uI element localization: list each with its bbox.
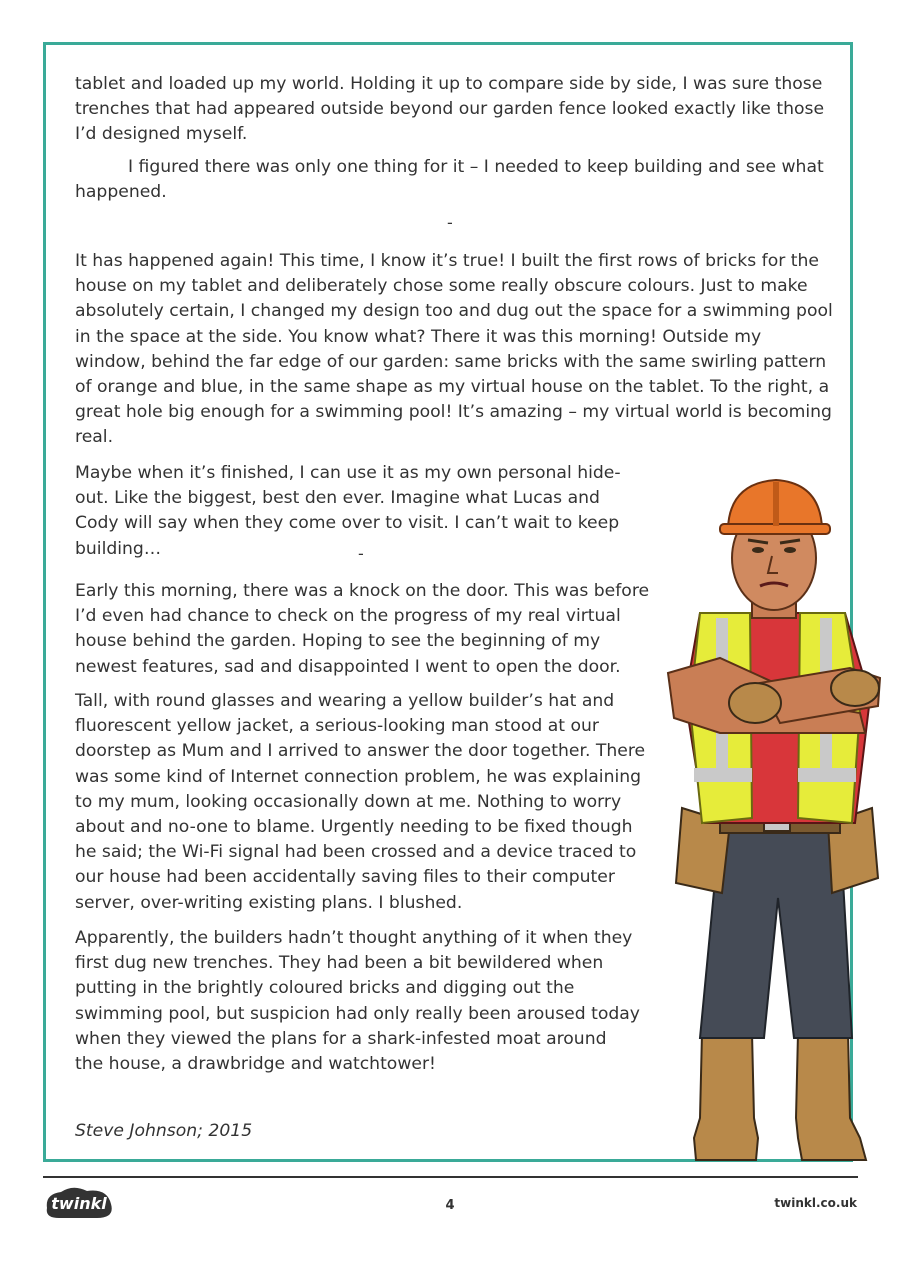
paragraph-6: Tall, with round glasses and wearing a yellow builder’s hat and fluorescent yellow jacket, a serious-looking man stood at our doorstep as Mum and I arrived to answer the door together. There was some kind of Internet connection problem, he was explaining to my mum, looking occasionally down at me. Nothing to worry about and no-one to blame. Urgently needing to be fixed though he said; the Wi-Fi signal had been crossed and a device traced to our house had been accidentally saving files to their computer server, over-writing existing plans. I blushed. <box>75 691 646 913</box>
author-credit: Steve Johnson; 2015 <box>75 1121 253 1141</box>
paragraph-5: Early this morning, there was a knock on the door. This was before I’d even had chance to check on the progress of my real virtual house behind the garden. Hoping to see the beginning of my newest features, sad and disappointed I went to open the door. <box>75 581 650 677</box>
paragraph-2: I figured there was only one thing for it – I needed to keep building and see what happened. <box>75 157 824 203</box>
section-separator-2: - <box>358 544 364 563</box>
page-number: 4 <box>445 1198 455 1213</box>
paragraph-1: tablet and loaded up my world. Holding it up to compare side by side, I was sure those trenches that had appeared outside beyond our garden fence looked exactly like those I’d designed myself. <box>75 74 825 145</box>
paragraph-7: Apparently, the builders hadn’t thought anything of it when they first dug new trenches. They had been a bit bewildered when putting in the brightly coloured bricks and digging out the swimming pool, but suspicion had only really been aroused today when they viewed the plans for a shark-infested moat around the house, a drawbridge and watchtower! <box>75 928 640 1075</box>
footer-divider <box>43 1176 858 1178</box>
logo-text: twinkl <box>51 1194 107 1213</box>
builder-illustration <box>660 478 885 1168</box>
paragraph-4: Maybe when it’s finished, I can use it as my own personal hide-out. Like the biggest, best den ever. Imagine what Lucas and Cody will say when they come over to visit. I can’t wait to keep building… <box>75 463 621 559</box>
paragraph-3: It has happened again! This time, I know it’s true! I built the first rows of bricks for the house on my tablet and deliberately chose some really obscure colours. Just to make absolutely certain, I changed my design too and dug out the space for a swimming pool in the space at the side. You know what? There it was this morning! Outside my window, behind the far edge of our garden: same bricks with the same swirling pattern of orange and blue, in the same shape as my virtual house on the tablet. To the right, a great hole big enough for a swimming pool! It’s amazing – my virtual world is becoming real. <box>75 251 833 448</box>
section-separator-1: - <box>447 213 453 232</box>
twinkl-logo[interactable] <box>43 1186 115 1222</box>
website-link[interactable]: twinkl.co.uk <box>774 1196 857 1210</box>
